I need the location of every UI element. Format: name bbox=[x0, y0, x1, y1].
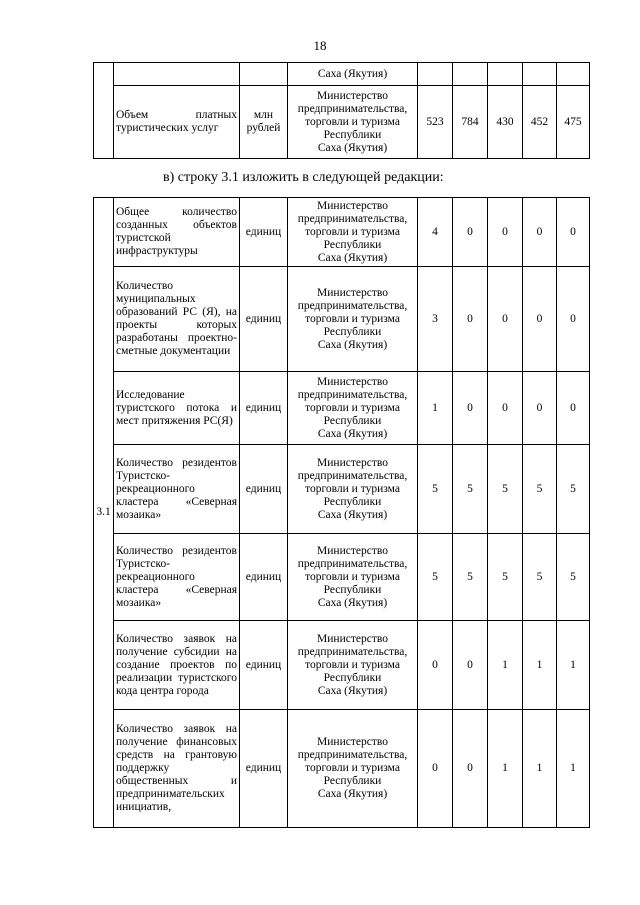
org-cell bbox=[288, 198, 418, 267]
value-cell: 1 bbox=[488, 621, 523, 710]
org-line: Саха (Якутия) bbox=[317, 684, 388, 697]
org-line: Министерство bbox=[317, 89, 388, 102]
org-line: предпринимательства, bbox=[297, 749, 408, 761]
value-cell: 1 bbox=[488, 710, 523, 828]
org-line: Министерство bbox=[317, 544, 388, 557]
value-cell: 452 bbox=[523, 86, 557, 159]
org-line: Министерство bbox=[317, 375, 388, 388]
value-cell: 784 bbox=[453, 86, 488, 159]
value-cell: 523 bbox=[418, 86, 453, 159]
table-row bbox=[94, 86, 590, 159]
value-cell: 0 bbox=[523, 372, 557, 445]
org-line: Министерство bbox=[317, 199, 388, 212]
org-line: Министерство bbox=[317, 286, 388, 299]
value-cell: 0 bbox=[488, 372, 523, 445]
table-row bbox=[94, 198, 590, 267]
table-row bbox=[94, 267, 590, 372]
main-table bbox=[93, 197, 590, 828]
page-number: 18 bbox=[313, 38, 327, 53]
org-cell bbox=[288, 710, 418, 828]
value-cell: 0 bbox=[453, 267, 488, 372]
instruction-text: в) строку 3.1 изложить в следующей редакции: bbox=[163, 170, 444, 185]
org-line: торговли и туризма bbox=[305, 482, 400, 495]
value-cell: 5 bbox=[418, 445, 453, 534]
org-cell: Саха (Якутия) bbox=[288, 63, 418, 86]
value-cell: 475 bbox=[557, 86, 590, 159]
value-cell: 1 bbox=[523, 710, 557, 828]
unit-cell: единиц bbox=[240, 534, 288, 621]
unit-cell bbox=[240, 63, 288, 86]
value-cell: 5 bbox=[557, 534, 590, 621]
table-row bbox=[94, 621, 590, 710]
unit-cell: единиц bbox=[240, 445, 288, 534]
org-line: торговли и туризма bbox=[305, 762, 400, 774]
value-cell bbox=[488, 63, 523, 86]
table-row bbox=[94, 710, 590, 828]
org-line: Саха (Якутия) bbox=[317, 141, 388, 154]
table-row bbox=[94, 534, 590, 621]
value-cell: 0 bbox=[488, 198, 523, 267]
value-cell: 5 bbox=[418, 534, 453, 621]
unit-cell: единиц bbox=[240, 198, 288, 267]
org-cell bbox=[288, 534, 418, 621]
value-cell: 5 bbox=[488, 445, 523, 534]
org-line: Саха (Якутия) bbox=[317, 508, 388, 521]
row-index: 3.1 bbox=[94, 198, 114, 828]
unit-cell: единиц bbox=[240, 710, 288, 828]
org-line: Республики bbox=[323, 775, 382, 787]
value-cell: 1 bbox=[557, 710, 590, 828]
org-line: Саха (Якутия) bbox=[317, 788, 388, 800]
org-line: предпринимательства, bbox=[297, 469, 408, 482]
value-cell: 0 bbox=[523, 198, 557, 267]
value-cell bbox=[418, 63, 453, 86]
value-cell: 0 bbox=[453, 710, 488, 828]
org-line: Республики bbox=[323, 671, 382, 684]
desc-cell: Количество заявок на получение финансовых средств на грантовую поддержку общественных и предпринимательских инициатив, bbox=[114, 710, 240, 828]
value-cell: 5 bbox=[453, 445, 488, 534]
unit-cell: единиц bbox=[240, 267, 288, 372]
continued-row bbox=[94, 63, 590, 86]
value-cell: 0 bbox=[453, 372, 488, 445]
org-line: торговли и туризма bbox=[305, 401, 400, 414]
org-cell bbox=[288, 86, 418, 159]
org-line: Саха (Якутия) bbox=[317, 596, 388, 609]
value-cell: 5 bbox=[453, 534, 488, 621]
value-cell: 4 bbox=[418, 198, 453, 267]
org-line: Республики bbox=[323, 128, 382, 141]
org-line: предпринимательства, bbox=[297, 212, 408, 225]
value-cell: 0 bbox=[453, 198, 488, 267]
org-line: Республики bbox=[323, 238, 382, 251]
desc-cell: Количество резидентов Туристско-рекреационного кластера «Северная мозаика» bbox=[114, 534, 240, 621]
org-line: торговли и туризма bbox=[305, 312, 400, 325]
org-line: предпринимательства, bbox=[297, 645, 408, 658]
org-line: Республики bbox=[323, 583, 382, 596]
value-cell: 0 bbox=[418, 710, 453, 828]
org-line: Саха (Якутия) bbox=[317, 427, 388, 440]
org-line: Министерство bbox=[317, 456, 388, 469]
org-line: Саха (Якутия) bbox=[317, 338, 388, 351]
value-cell: 0 bbox=[418, 621, 453, 710]
org-line: Республики bbox=[323, 414, 382, 427]
org-line: Министерство bbox=[317, 736, 388, 748]
org-cell bbox=[288, 621, 418, 710]
value-cell: 0 bbox=[488, 267, 523, 372]
org-line: Саха (Якутия) bbox=[317, 251, 388, 264]
unit-cell: единиц bbox=[240, 621, 288, 710]
value-cell: 0 bbox=[453, 621, 488, 710]
value-cell bbox=[557, 63, 590, 86]
table-row bbox=[94, 445, 590, 534]
table-row bbox=[94, 372, 590, 445]
org-line: предпринимательства, bbox=[297, 102, 408, 115]
value-cell: 5 bbox=[523, 534, 557, 621]
value-cell: 430 bbox=[488, 86, 523, 159]
desc-cell: Объем платных туристических услуг bbox=[114, 86, 240, 159]
org-cell bbox=[288, 267, 418, 372]
value-cell: 1 bbox=[523, 621, 557, 710]
value-cell: 5 bbox=[557, 445, 590, 534]
org-cell bbox=[288, 445, 418, 534]
value-cell: 1 bbox=[557, 621, 590, 710]
value-cell: 3 bbox=[418, 267, 453, 372]
unit-cell: единиц bbox=[240, 372, 288, 445]
value-cell bbox=[523, 63, 557, 86]
desc-cell: Количество резидентов Туристско-рекреационного кластера «Северная мозаика» bbox=[114, 445, 240, 534]
continued-table bbox=[93, 62, 590, 159]
value-cell: 0 bbox=[557, 267, 590, 372]
org-cell bbox=[288, 372, 418, 445]
org-line: торговли и туризма bbox=[305, 225, 400, 238]
value-cell: 0 bbox=[523, 267, 557, 372]
value-cell: 5 bbox=[488, 534, 523, 621]
org-line: Республики bbox=[323, 325, 382, 338]
desc-cell: Количество муниципальных образований РС (Я), на проекты которых разработаны проектно-сметные документации bbox=[114, 267, 240, 372]
org-line: предпринимательства, bbox=[297, 557, 408, 570]
org-line: Министерство bbox=[317, 632, 388, 645]
org-line: торговли и туризма bbox=[305, 115, 400, 128]
org-line: предпринимательства, bbox=[297, 388, 408, 401]
desc-cell: Исследование туристского потока и мест притяжения РС(Я) bbox=[114, 372, 240, 445]
value-cell: 5 bbox=[523, 445, 557, 534]
org-line: торговли и туризма bbox=[305, 570, 400, 583]
value-cell: 1 bbox=[418, 372, 453, 445]
value-cell: 0 bbox=[557, 198, 590, 267]
unit-cell: млн рублей bbox=[240, 86, 288, 159]
desc-cell: Общее количество созданных объектов туристской инфраструктуры bbox=[114, 198, 240, 267]
org-line: торговли и туризма bbox=[305, 658, 400, 671]
index-cell bbox=[94, 63, 114, 159]
desc-cell bbox=[114, 63, 240, 86]
org-line: предпринимательства, bbox=[297, 299, 408, 312]
desc-cell: Количество заявок на получение субсидии на создание проектов по реализации туристского кода центра города bbox=[114, 621, 240, 710]
org-line: Республики bbox=[323, 495, 382, 508]
value-cell: 0 bbox=[557, 372, 590, 445]
value-cell bbox=[453, 63, 488, 86]
